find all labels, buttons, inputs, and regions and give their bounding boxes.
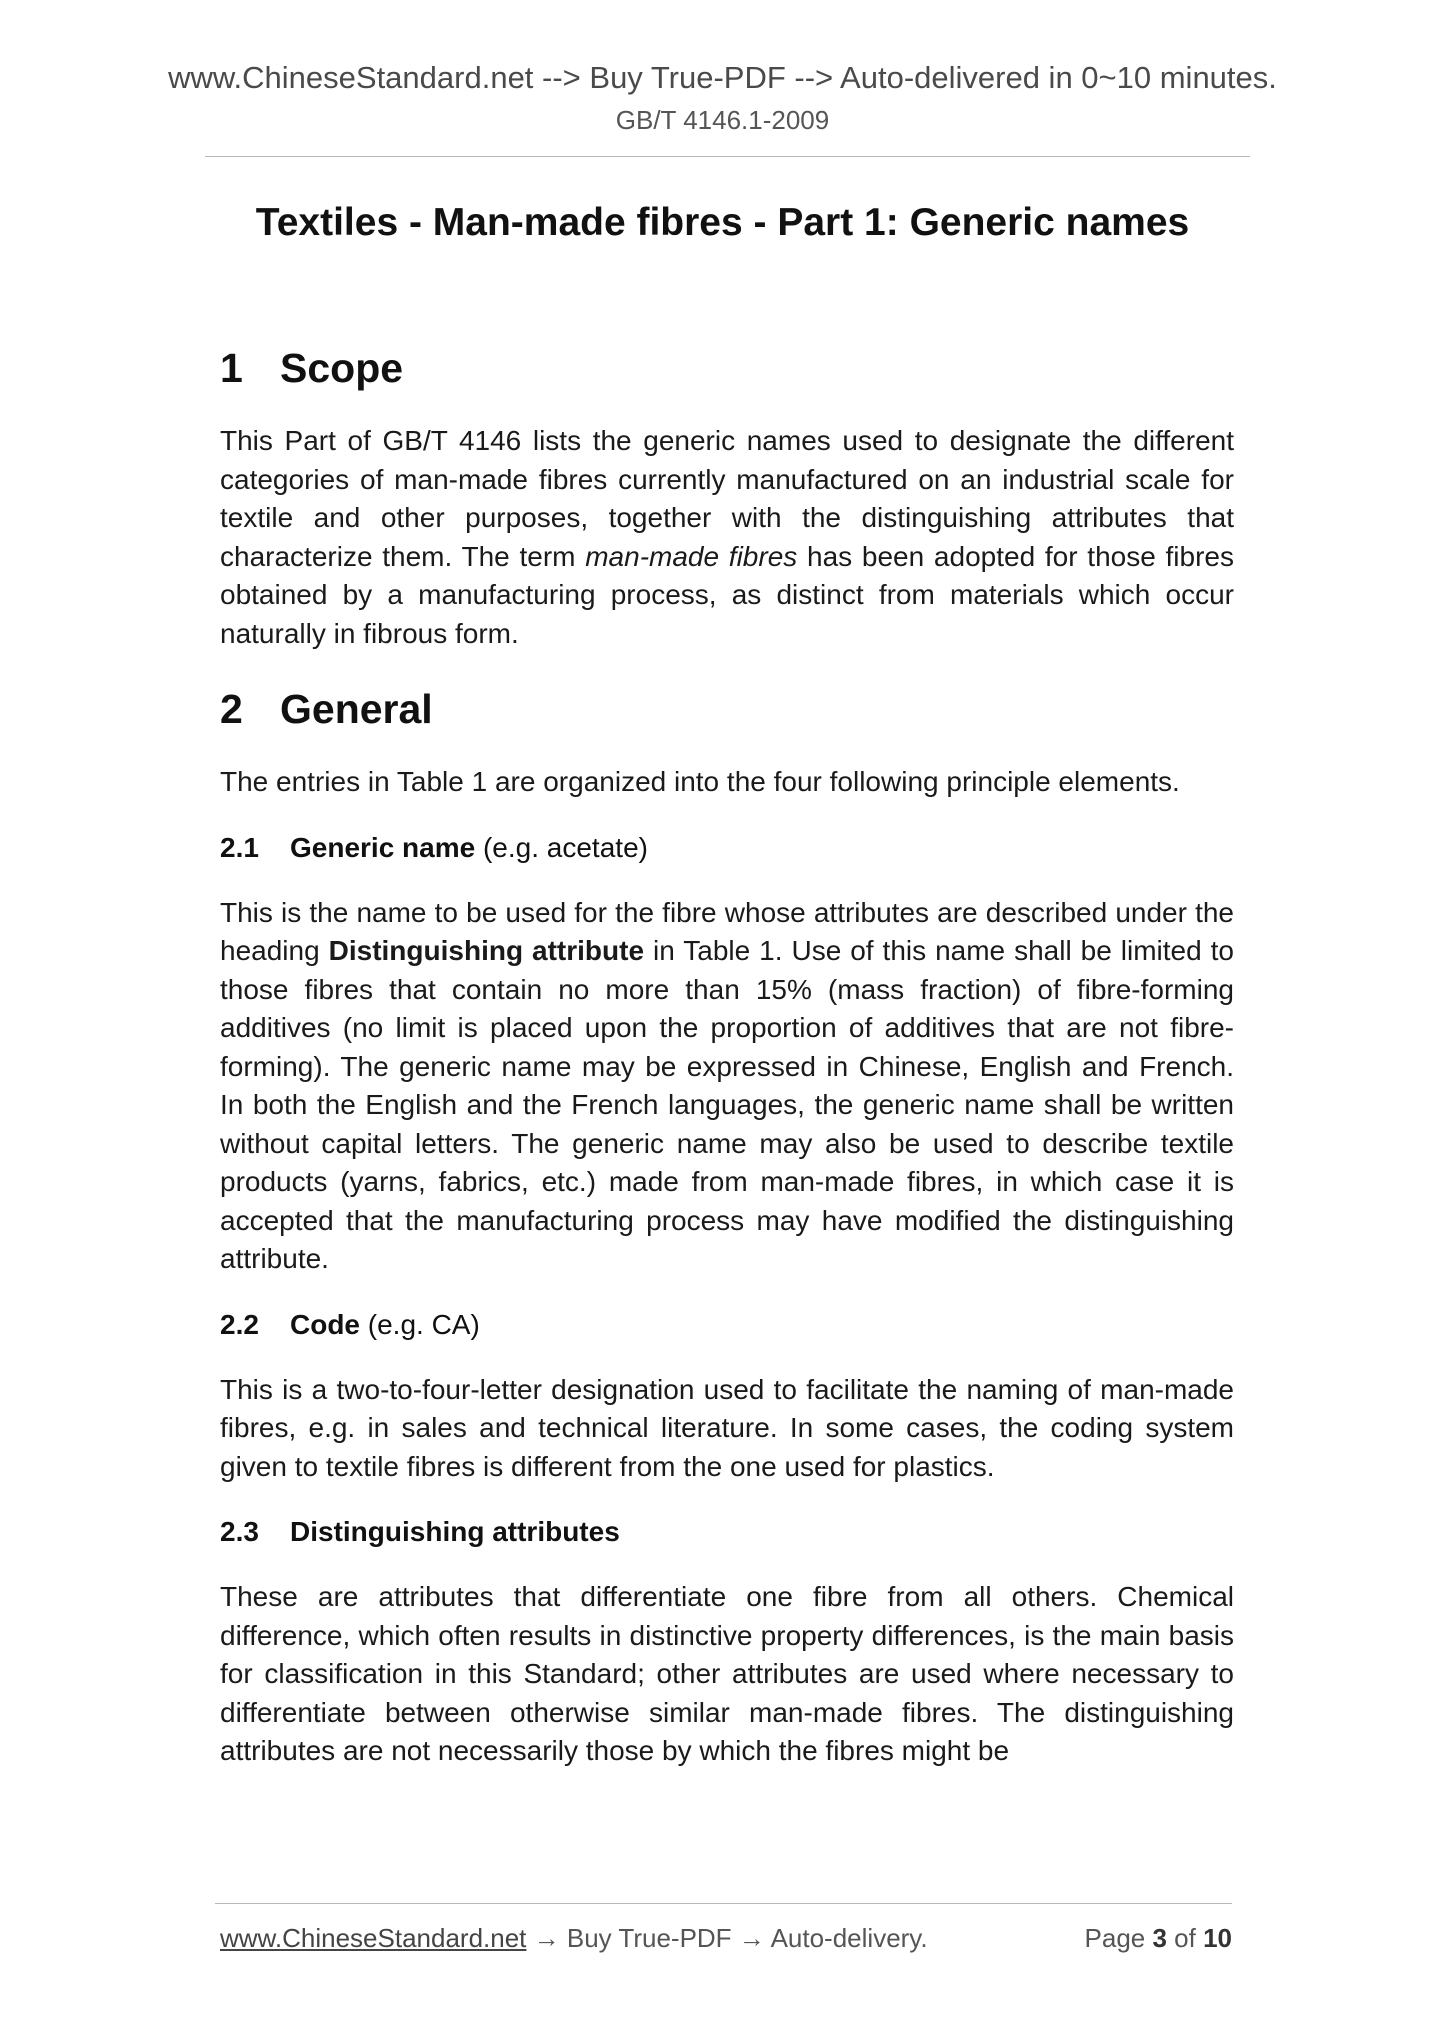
subsection-number: 2.2 — [220, 1308, 259, 1340]
text-run: has been adopted for those fibres obtained by a manufacturing process, as distinct from materials which occur naturally in fibrous form. — [220, 540, 1234, 649]
total-pages: 10 — [1203, 1923, 1232, 1953]
page-footer — [220, 1920, 1232, 1956]
scope-paragraph — [220, 422, 1234, 653]
section-2-heading — [220, 681, 1234, 737]
section-number: 2 — [220, 686, 243, 732]
text-run: in Table 1. Use of this name shall be limited to those fibres that contain no more than 15% (mass fraction) of fibre-forming additives (no limit is placed upon the proportion of additives that are not fibre-forming). The generic name may be expressed in Chinese, English and French. In both the English and the French languages, the generic name shall be written without capital letters. The generic name may also be used to describe textile products (yarns, fabrics, etc.) made from man-made fibres, in which case it is accepted that the manufacturing process may have modified the distinguishing attribute. — [220, 935, 1234, 1274]
current-page: 3 — [1152, 1923, 1167, 1953]
footer-website-link[interactable]: www.ChineseStandard.net — [220, 1923, 527, 1953]
footer-text: → Buy True-PDF → Auto-delivery. — [526, 1923, 928, 1953]
attributes-paragraph: These are attributes that differentiate one fibre from all others. Chemical difference, which often results in distinctive property differences, is the main basis for classification in this Standard; other attributes are used where necessary to differentiate between otherwise similar man-made fibres. The distinguishing attributes are not necessarily those by which the fibres might be — [220, 1581, 1234, 1766]
document-body — [220, 340, 1234, 1771]
subsection-number: 2.1 — [220, 831, 259, 863]
section-title: General — [280, 686, 433, 732]
page-number — [1085, 1920, 1232, 1956]
subsection-2-1-heading — [220, 828, 1234, 868]
generic-name-paragraph — [220, 894, 1234, 1279]
subsection-2-2-heading — [220, 1305, 1234, 1345]
subsection-title — [290, 828, 648, 868]
general-intro: The entries in Table 1 are organized into the four following principle elements. — [220, 766, 1180, 797]
standard-code: GB/T 4146.1-2009 — [615, 105, 830, 135]
text-run: This is the name to be used for the fibre whose attributes are described under the heading — [220, 896, 1234, 966]
text-run: This Part of GB/T 4146 lists the generic names used to designate the different categories of man-made fibres currently manufactured on an industrial scale for textile and other purposes, together with the distinguishing attributes that characterize them. The term — [220, 425, 1234, 572]
page-label: Page — [1084, 1923, 1153, 1953]
subsection-title-note: (e.g. CA) — [360, 1308, 480, 1340]
section-1-heading — [220, 340, 1234, 396]
page-of: of — [1166, 1923, 1204, 1953]
subsection-title-bold: Generic name — [290, 831, 476, 863]
subsection-number: 2.3 — [220, 1516, 259, 1547]
section-title: Scope — [280, 345, 404, 391]
header-divider — [205, 156, 1250, 157]
subsection-title-bold: Code — [290, 1308, 360, 1340]
subsection-title-note: (e.g. acetate) — [475, 831, 648, 863]
bold-term: Distinguishing attribute — [328, 935, 645, 966]
italic-term: man-made fibres — [585, 540, 798, 572]
footer-divider — [215, 1903, 1232, 1904]
subsection-title — [290, 1305, 480, 1345]
subsection-title: Distinguishing attributes — [290, 1516, 620, 1547]
document-title: Textiles - Man-made fibres - Part 1: Generic names — [255, 201, 1190, 244]
section-number: 1 — [220, 345, 243, 391]
code-paragraph: This is a two-to-four-letter designation used to facilitate the naming of man-made fibres, e.g. in sales and technical literature. In some cases, the coding system given to textile fibres is different from the one used for plastics. — [220, 1373, 1234, 1482]
subsection-2-3-heading — [220, 1512, 1234, 1552]
header-banner: www.ChineseStandard.net --> Buy True-PDF --> Auto-delivered in 0~10 minutes. — [168, 60, 1277, 95]
page-header — [0, 58, 1445, 138]
